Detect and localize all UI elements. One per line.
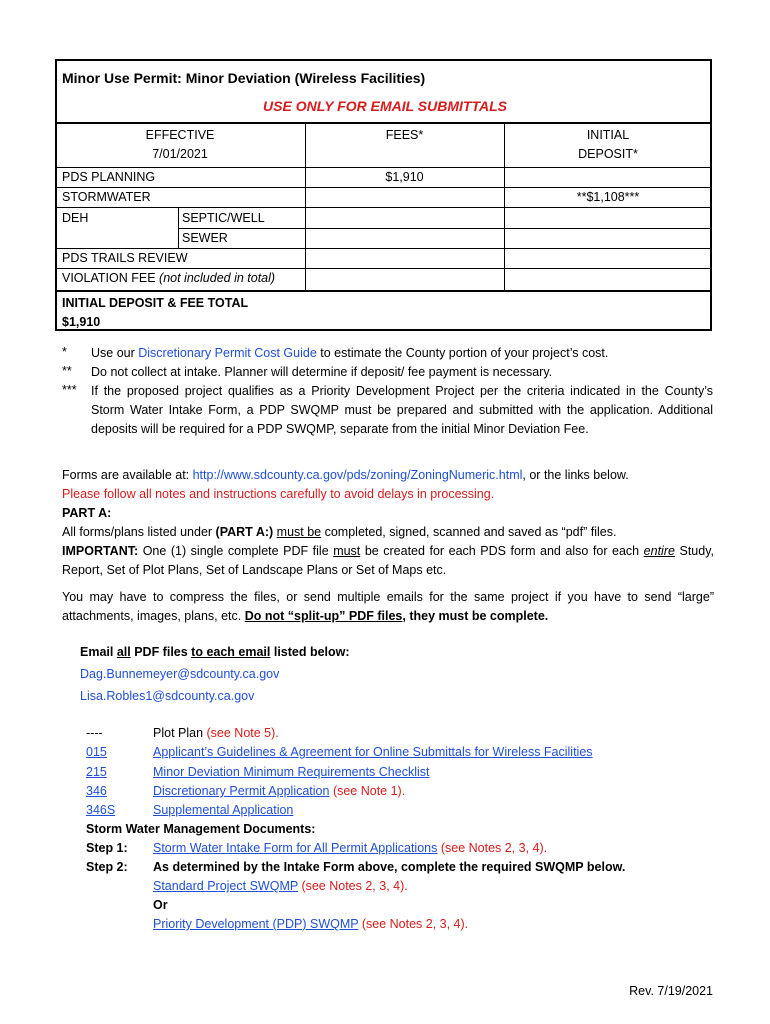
p2-entire: entire	[643, 544, 675, 558]
header-deposit: DEPOSIT*	[578, 147, 638, 161]
table-rule	[178, 228, 712, 229]
p3-text: You may have to compress the files, or send multiple emails for the same project if you have to send “large” attachments, images, plans, etc.	[62, 590, 714, 623]
forms-line	[62, 466, 714, 485]
form-code-link[interactable]: 215	[86, 765, 107, 779]
important-label: IMPORTANT:	[62, 544, 139, 558]
form-code-link[interactable]: 346	[86, 784, 107, 798]
table-rule	[55, 248, 712, 249]
violation-note: (not included in total)	[159, 271, 276, 285]
standard-swqmp-link[interactable]: Standard Project SWQMP	[153, 879, 298, 893]
standard-swqmp	[153, 879, 408, 893]
form-code-link[interactable]: 015	[86, 745, 107, 759]
step-1-label: Step 1:	[86, 841, 128, 855]
row-stormwater: STORMWATER	[62, 190, 151, 204]
row-violation	[62, 271, 275, 285]
note-1	[91, 344, 713, 363]
forms-text: Forms are available at:	[62, 468, 193, 482]
email-all: all	[116, 645, 131, 659]
email-text-mid: PDF files	[130, 645, 192, 659]
part-a-heading: PART A:	[62, 506, 112, 520]
row-deh: DEH	[62, 211, 89, 225]
forms-url-link[interactable]: http://www.sdcounty.ca.gov/pds/zoning/ZoningNumeric.html	[192, 468, 523, 482]
note-1-mark: *	[62, 345, 67, 359]
p2-underline: must	[333, 544, 361, 558]
table-rule	[55, 207, 712, 208]
pdp-swqmp-note: (see Notes 2, 3, 4).	[358, 917, 469, 931]
table-rule	[55, 290, 712, 292]
cost-guide-link[interactable]: Discretionary Permit Cost Guide	[138, 346, 317, 360]
form-note: (see Note 1).	[329, 784, 406, 798]
form-346s-link[interactable]: Supplemental Application	[153, 803, 294, 817]
form-215-link[interactable]: Minor Deviation Minimum Requirements Checklist	[153, 765, 430, 779]
email-to-each: to each email	[191, 645, 271, 659]
fee-table-subtitle: USE ONLY FOR EMAIL SUBMITTALS	[263, 98, 507, 114]
step-1-note: (see Notes 2, 3, 4).	[437, 841, 548, 855]
header-initial: INITIAL	[586, 128, 630, 142]
total-label: INITIAL DEPOSIT & FEE TOTAL	[62, 296, 249, 310]
table-rule	[55, 268, 712, 269]
form-note: (see Note 5).	[203, 726, 279, 740]
table-rule	[55, 167, 712, 168]
or-label: Or	[153, 898, 168, 912]
p1-text: All forms/plans listed under	[62, 525, 216, 539]
table-rule	[55, 122, 712, 124]
p3-bold-end: , they must be complete.	[402, 609, 549, 623]
pdp-swqmp	[153, 917, 468, 931]
revision-date: Rev. 7/19/2021	[629, 984, 713, 998]
note-3: If the proposed project qualifies as a Priority Development Project per the criteria indicated in the County’s Storm Water Intake Form, a PDP SWQMP must be prepared and submitted with the application. Additional deposits will be required for a PDP SWQMP, separate from the initial Minor Deviation Fee.	[91, 384, 713, 436]
p1-text-end: completed, signed, scanned and saved as “pdf” files.	[321, 525, 617, 539]
row-pds-planning: PDS PLANNING	[62, 170, 156, 184]
p1-bold: (PART A:)	[215, 525, 274, 539]
row-septic-well: SEPTIC/WELL	[182, 211, 265, 225]
table-rule	[305, 122, 306, 291]
table-rule	[55, 187, 712, 188]
note-2-mark: **	[62, 364, 72, 378]
form-desc: Plot Plan	[153, 726, 204, 740]
step-1	[153, 841, 547, 855]
form-item	[153, 765, 429, 779]
fee-table-title: Minor Use Permit: Minor Deviation (Wireless Facilities)	[62, 70, 426, 86]
pdp-swqmp-link[interactable]: Priority Development (PDP) SWQMP	[153, 917, 359, 931]
email-address-2[interactable]: Lisa.Robles1@sdcounty.ca.gov	[80, 689, 255, 703]
form-item	[153, 726, 279, 740]
form-code-link[interactable]: 346S	[86, 803, 116, 817]
violation-label: VIOLATION FEE	[62, 271, 156, 285]
p3-bold: Do not “split-up” PDF files	[244, 609, 403, 623]
form-item	[153, 803, 293, 817]
part-a-paragraph-3	[62, 588, 714, 626]
forms-warning: Please follow all notes and instructions carefully to avoid delays in processing.	[62, 487, 495, 501]
email-address-1[interactable]: Dag.Bunnemeyer@sdcounty.ca.gov	[80, 667, 280, 681]
email-instruction	[80, 645, 350, 659]
intake-form-link[interactable]: Storm Water Intake Form for All Permit Applications	[153, 841, 438, 855]
row-sewer: SEWER	[182, 231, 228, 245]
note-3-mark: ***	[62, 383, 77, 397]
stormwater-heading: Storm Water Management Documents:	[86, 822, 316, 836]
header-effective-date: 7/01/2021	[152, 147, 208, 161]
p1-underline: must be	[276, 525, 322, 539]
p2-text: One (1) single complete PDF file	[138, 544, 334, 558]
form-346-link[interactable]: Discretionary Permit Application	[153, 784, 330, 798]
pds-planning-fee: $1,910	[385, 170, 424, 184]
forms-text-end: , or the links below.	[522, 468, 629, 482]
part-a-paragraph-2	[62, 542, 714, 580]
email-text-end: listed below:	[270, 645, 350, 659]
form-item	[153, 784, 405, 798]
note-2: Do not collect at intake. Planner will determine if deposit/ fee payment is necessary.	[91, 365, 553, 379]
row-trails: PDS TRAILS REVIEW	[62, 251, 188, 265]
total-value: $1,910	[62, 315, 101, 329]
note-1-text: Use our	[91, 346, 139, 360]
stormwater-deposit: **$1,108***	[576, 190, 640, 204]
note-1-text-end: to estimate the County portion of your project’s cost.	[316, 346, 609, 360]
part-a-paragraph-1	[62, 523, 714, 542]
p2-text-mid: be created for each PDS form and also for each	[360, 544, 644, 558]
form-015-link[interactable]: Applicant’s Guidelines & Agreement for Online Submittals for Wireless Facilities	[153, 745, 593, 759]
form-item	[153, 745, 593, 759]
header-fees: FEES*	[385, 128, 424, 142]
step-2-text: As determined by the Intake Form above, complete the required SWQMP below.	[153, 860, 626, 874]
table-rule	[178, 207, 179, 248]
step-2-label: Step 2:	[86, 860, 128, 874]
p2-text-end: Study, Report, Set of Plot Plans, Set of Landscape Plans or Set of Maps etc.	[62, 544, 714, 577]
standard-swqmp-note: (see Notes 2, 3, 4).	[297, 879, 408, 893]
email-text: Email	[80, 645, 117, 659]
header-effective: EFFECTIVE	[145, 128, 215, 142]
form-code: ----	[86, 726, 103, 740]
